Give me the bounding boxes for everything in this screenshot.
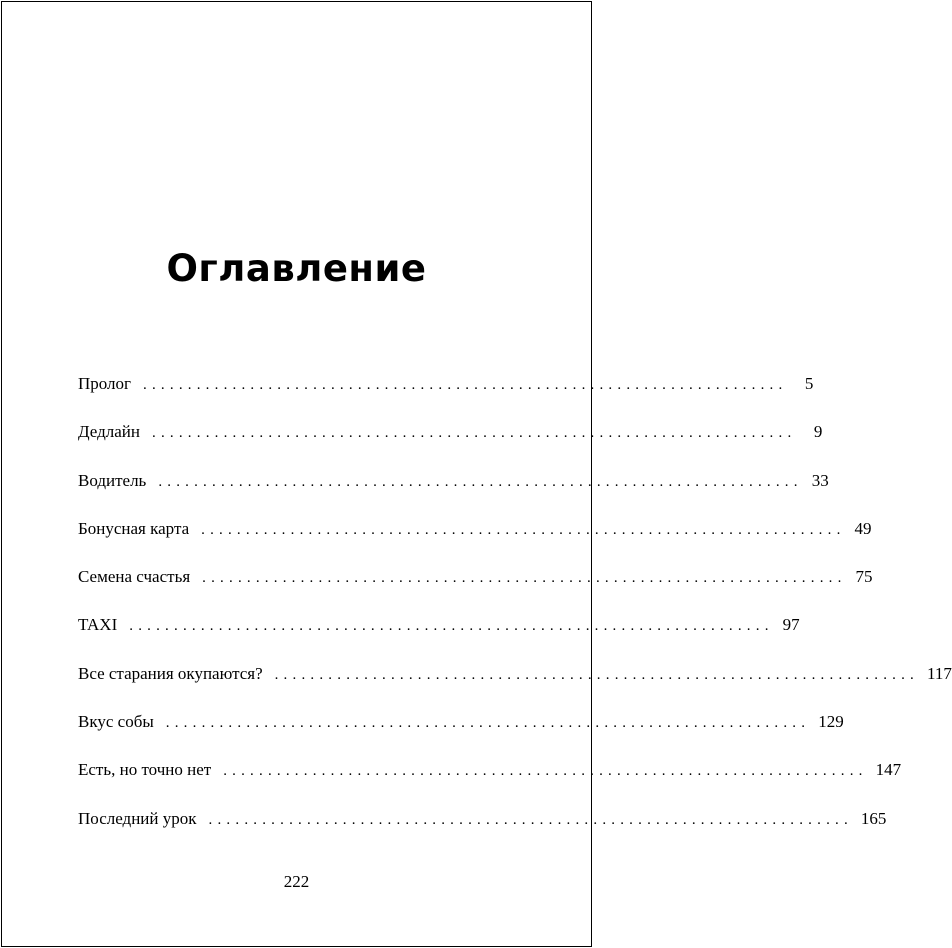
toc-entry bbox=[78, 567, 873, 615]
toc-entry-title: Все старания окупаются? bbox=[78, 663, 263, 683]
toc-entry-page: 165 bbox=[860, 808, 887, 828]
table-of-contents bbox=[78, 374, 952, 857]
toc-entry-page: 117 bbox=[927, 663, 952, 683]
toc-entry-title: Водитель bbox=[78, 470, 147, 490]
toc-entry-page: 129 bbox=[818, 712, 844, 732]
toc-entry-page: 33 bbox=[811, 470, 829, 490]
toc-entry-page: 49 bbox=[854, 518, 872, 538]
toc-entry bbox=[78, 808, 887, 857]
toc-entry bbox=[78, 663, 952, 712]
toc-entry bbox=[78, 712, 844, 760]
dot-leader: ........................................................................ bbox=[201, 521, 846, 538]
dot-leader: ........................................................................ bbox=[223, 763, 868, 780]
toc-entry bbox=[78, 518, 872, 567]
dot-leader: ........................................................................ bbox=[143, 377, 788, 393]
dot-leader: ........................................................................ bbox=[208, 811, 853, 828]
toc-entry-title: TAXI bbox=[78, 615, 118, 635]
toc-entry-title: Дедлайн bbox=[78, 422, 140, 442]
toc-entry bbox=[78, 760, 902, 808]
toc-entry-title: Пролог bbox=[78, 374, 132, 393]
toc-entry bbox=[78, 615, 800, 663]
toc-entry bbox=[78, 470, 829, 519]
toc-entry-title: Последний урок bbox=[78, 808, 197, 828]
dot-leader: ........................................................................ bbox=[165, 715, 811, 732]
toc-entry-page: 9 bbox=[813, 422, 823, 442]
toc-entry bbox=[78, 374, 814, 422]
toc-entry-title: Есть, но точно нет bbox=[78, 760, 212, 780]
dot-leader: ........................................................................ bbox=[202, 570, 847, 587]
toc-entry-title: Вкус собы bbox=[78, 712, 154, 732]
toc-entry bbox=[78, 422, 823, 470]
page-title: Оглавление bbox=[166, 247, 427, 290]
toc-entry-title: Бонусная карта bbox=[78, 518, 190, 538]
toc-entry-page: 97 bbox=[782, 615, 800, 635]
toc-entry-title: Семена счастья bbox=[78, 567, 191, 587]
page-number: 222 bbox=[283, 872, 310, 891]
dot-leader: ........................................................................ bbox=[274, 666, 920, 683]
toc-entry-page: 5 bbox=[804, 374, 814, 393]
dot-leader: ........................................................................ bbox=[152, 425, 797, 442]
book-page bbox=[1, 1, 952, 947]
toc-entry-page: 147 bbox=[875, 760, 902, 780]
toc-entry-page: 75 bbox=[855, 567, 873, 587]
dot-leader: ........................................................................ bbox=[129, 618, 774, 635]
dot-leader: ........................................................................ bbox=[158, 473, 803, 490]
